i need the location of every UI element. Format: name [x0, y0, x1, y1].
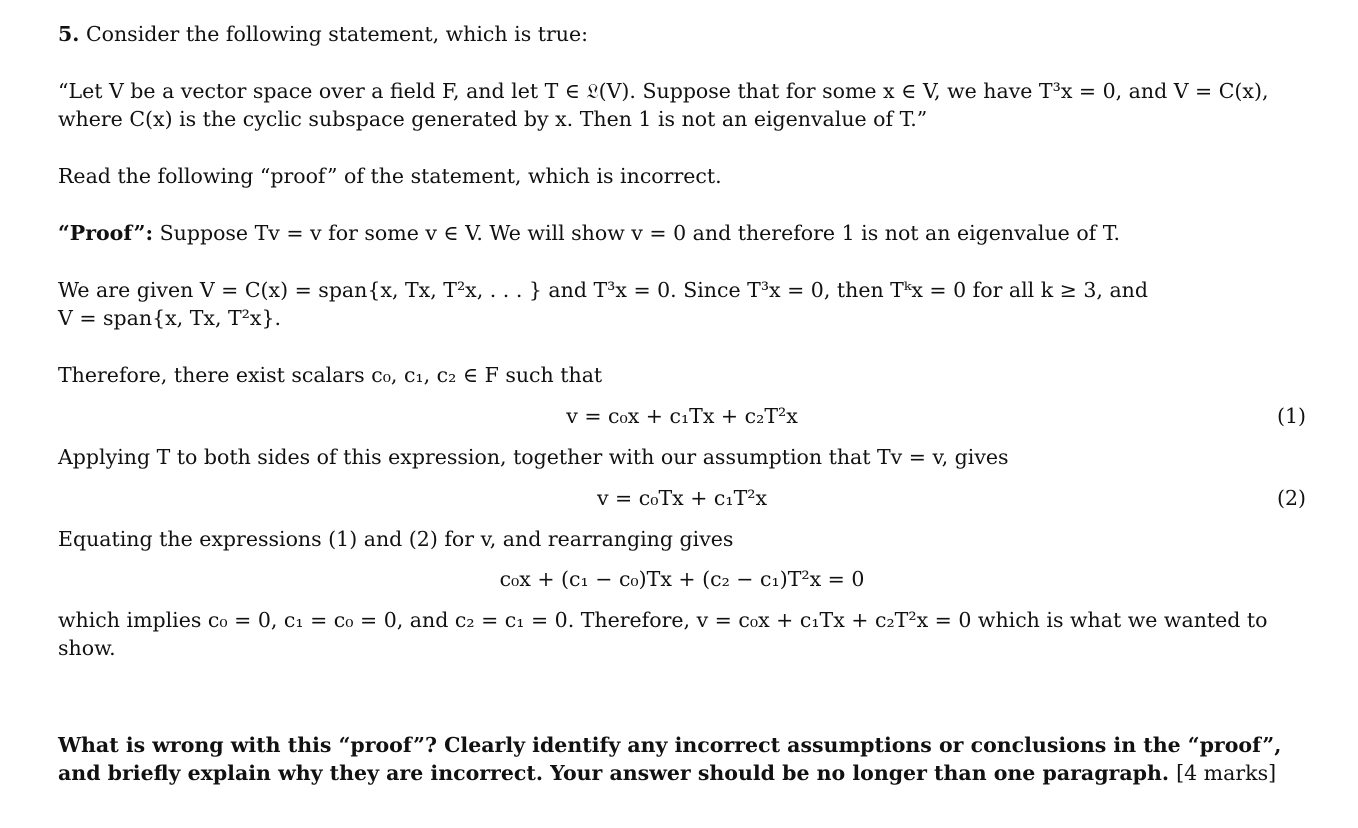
task-line-2 — [58, 759, 1306, 787]
equation-3-body: c₀x + (c₁ − c₀)Tx + (c₂ − c₁)T²x = 0 — [499, 567, 865, 591]
statement-line-2: where C(x) is the cyclic subspace generated by x. Then 1 is not an eigenvalue of T.” — [58, 107, 928, 131]
applying-text: Applying T to both sides of this expression, together with our assumption that Tv = v, gives — [58, 445, 1009, 469]
task-line-2-text: and briefly explain why they are incorrect. Your answer should be no longer than one paragraph. — [58, 761, 1169, 785]
read-proof-text: Read the following “proof” of the statement, which is incorrect. — [58, 164, 722, 188]
equation-2 — [58, 484, 1306, 512]
equation-3 — [58, 565, 1306, 593]
task-line-1: What is wrong with this “proof”? Clearly identify any incorrect assumptions or conclusions in the “proof”, — [58, 733, 1282, 757]
task-marks: [4 marks] — [1176, 761, 1277, 785]
statement-line-1: “Let V be a vector space over a field F, and let T ∈ 𝔏(V). Suppose that for some x ∈ V, we have T³x = 0, and V = C(x), — [58, 79, 1269, 103]
proof-opening — [58, 219, 1306, 247]
equation-1-number: (1) — [1276, 404, 1306, 428]
question-number: 5. — [58, 22, 80, 46]
scalars-text: Therefore, there exist scalars c₀, c₁, c₂ ∈ F such that — [58, 363, 603, 387]
equation-2-body: v = c₀Tx + c₁T²x — [596, 486, 768, 510]
given-line-2: V = span{x, Tx, T²x}. — [58, 306, 281, 330]
equation-2-number: (2) — [1276, 486, 1306, 510]
question-intro: Consider the following statement, which is true: — [85, 22, 589, 46]
question-header — [58, 20, 1306, 48]
given-line-1: We are given V = C(x) = span{x, Tx, T²x, . . . } and T³x = 0. Since T³x = 0, then Tᵏx = 0 for all k ≥ 3, and — [58, 278, 1149, 302]
equation-1 — [58, 402, 1306, 430]
proof-opening-text: Suppose Tv = v for some v ∈ V. We will show v = 0 and therefore 1 is not an eigenvalue of T. — [159, 221, 1120, 245]
implies-line-1: which implies c₀ = 0, c₁ = c₀ = 0, and c₂ = c₁ = 0. Therefore, v = c₀x + c₁Tx + c₂T²x = 0 which is what we wanted to — [58, 608, 1268, 632]
implies-line-2: show. — [58, 636, 116, 660]
equation-1-body: v = c₀x + c₁Tx + c₂T²x — [566, 404, 798, 428]
proof-label: “Proof”: — [58, 221, 154, 245]
equating-text: Equating the expressions (1) and (2) for v, and rearranging gives — [58, 527, 734, 551]
